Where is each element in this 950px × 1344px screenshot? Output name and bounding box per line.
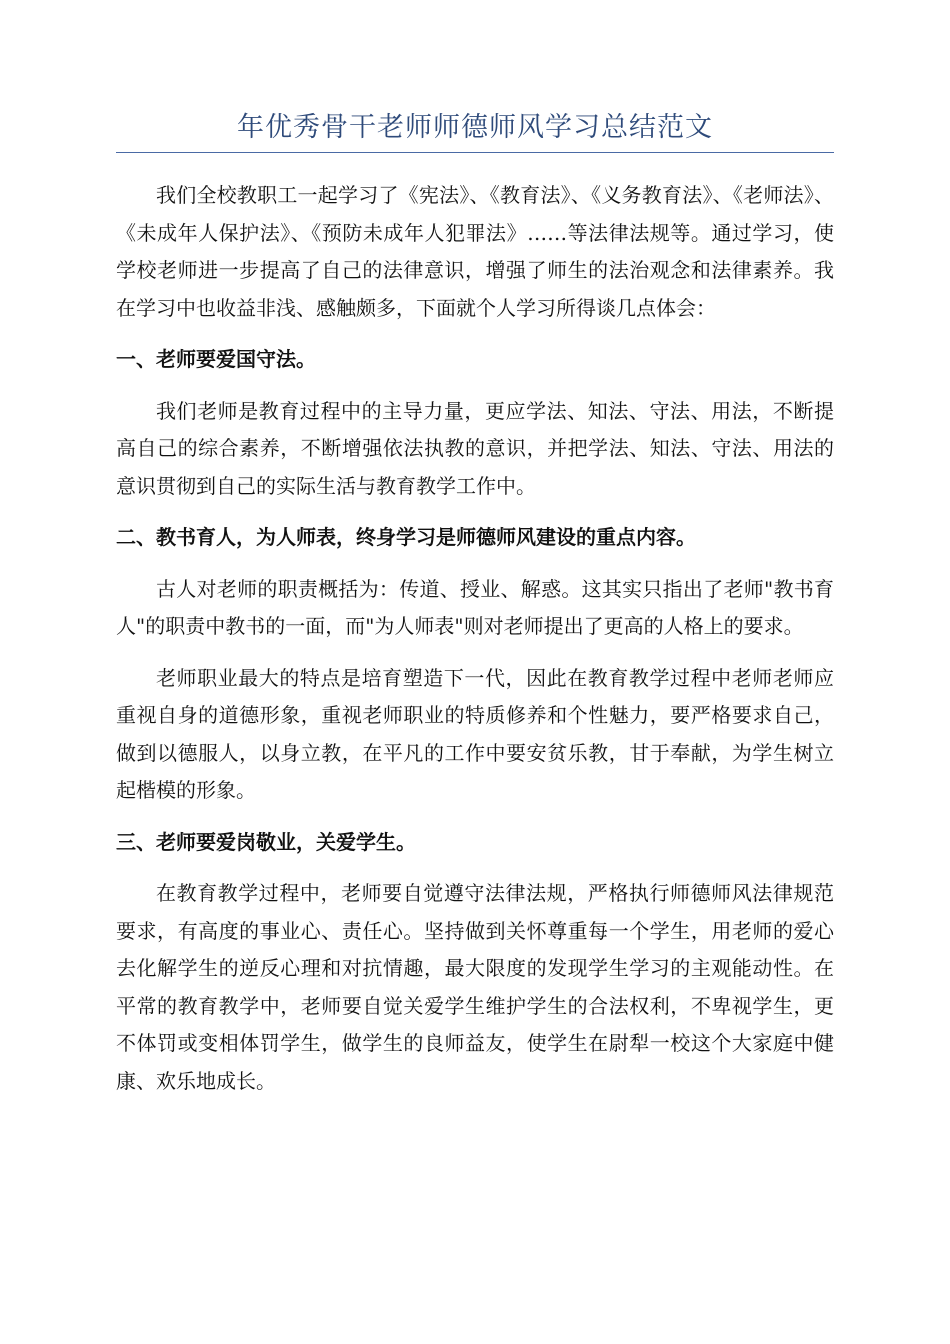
section-1-paragraph: 我们老师是教育过程中的主导力量，更应学法、知法、守法、用法，不断提高自己的综合素养，不断增强依法执教的意识，并把学法、知法、守法、用法的意识贯彻到自己的实际生活与教育教学工作中。	[116, 398, 834, 498]
section-heading-3: 三、老师要爱岗敬业，关爱学生。	[116, 829, 416, 854]
document-title: 年优秀骨干老师师德师风学习总结范文	[116, 108, 834, 153]
section-2-paragraph-1: 古人对老师的职责概括为：传道、授业、解惑。这其实只指出了老师"教书育人"的职责中教书的一面，而"为人师表"则对老师提出了更高的人格上的要求。	[116, 576, 834, 638]
section-3-paragraph: 在教育教学过程中，老师要自觉遵守法律法规，严格执行师德师风法律规范要求，有高度的事业心、责任心。坚持做到关怀尊重每一个学生，用老师的爱心去化解学生的逆反心理和对抗情趣，最大限度的发现学生学习的主观能动性。在平常的教育教学中，老师要自觉关爱学生维护学生的合法权利，不卑视学生，更不体罚或变相体罚学生，做学生的良师益友，使学生在尉犁一校这个大家庭中健康、欢乐地成长。	[116, 881, 834, 1093]
intro-paragraph: 我们全校教职工一起学习了《宪法》、《教育法》、《义务教育法》、《老师法》、《未成年人保护法》、《预防未成年人犯罪法》……等法律法规等。通过学习，使学校老师进一步提高了自己的法律意识，增强了师生的法治观念和法律素养。我在学习中也收益非浅、感触颇多，下面就个人学习所得谈几点体会：	[116, 183, 834, 320]
section-heading-1: 一、老师要爱国守法。	[116, 347, 316, 371]
section-2-paragraph-2: 老师职业最大的特点是培育塑造下一代，因此在教育教学过程中老师老师应重视自身的道德形象，重视老师职业的特质修养和个性魅力，要严格要求自己，做到以德服人，以身立教，在平凡的工作中要安贫乐教，甘于奉献，为学生树立起楷模的形象。	[116, 665, 834, 802]
document-page	[116, 108, 834, 1114]
section-heading-2: 二、教书育人，为人师表，终身学习是师德师风建设的重点内容。	[116, 525, 696, 549]
